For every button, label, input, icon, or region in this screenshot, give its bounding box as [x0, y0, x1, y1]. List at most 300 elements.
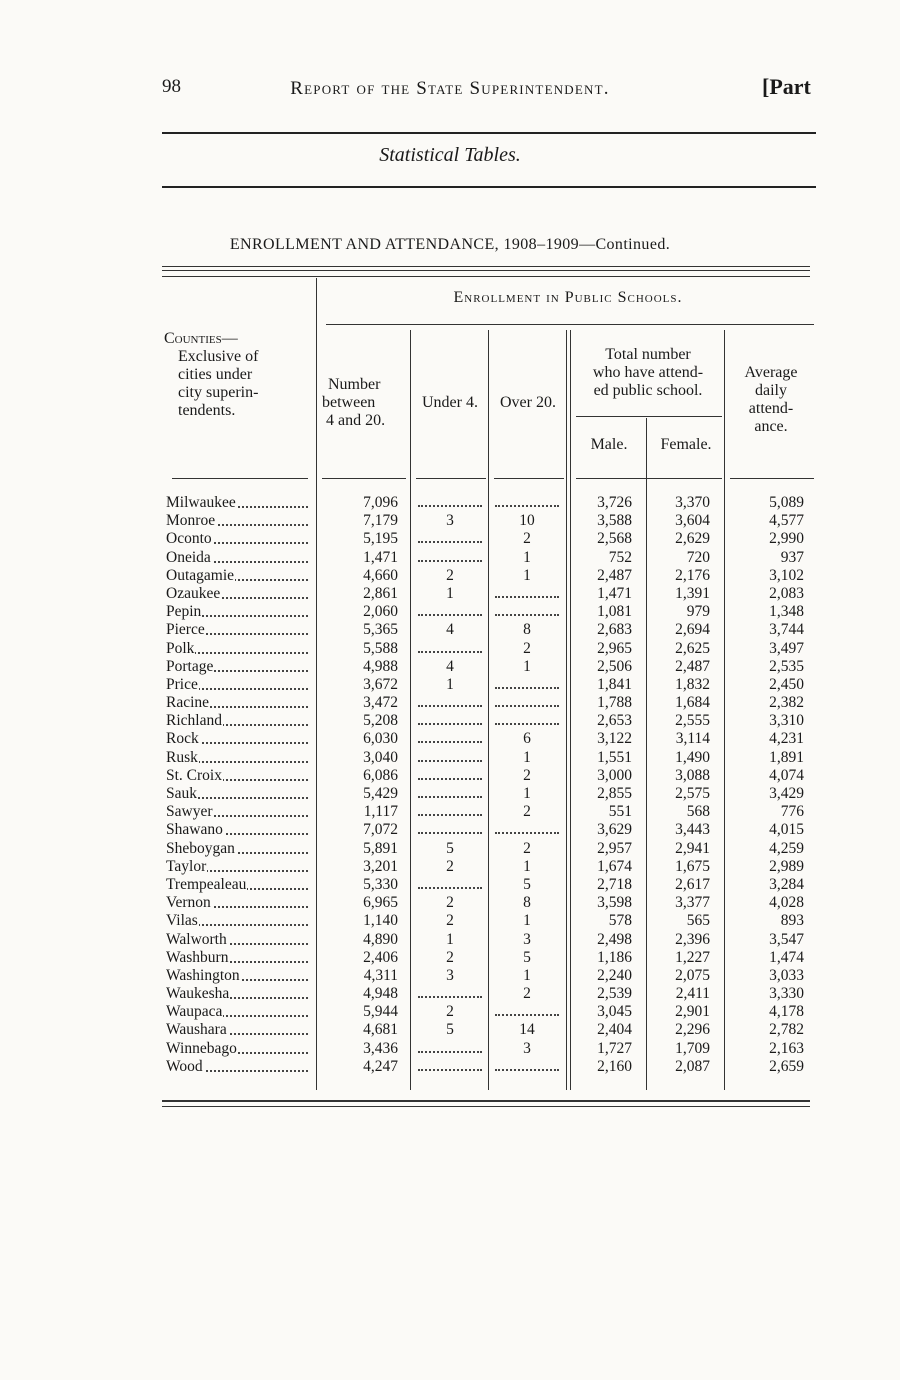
male-cell: 2,653 — [597, 712, 632, 730]
male-cell: 1,674 — [597, 857, 632, 875]
under4-cell: 2 — [446, 948, 454, 966]
table-row — [0, 912, 900, 930]
under4-cell: 5 — [446, 1021, 454, 1039]
under4-cell: 2 — [446, 566, 454, 584]
under4-cell: 1 — [446, 930, 454, 948]
average-header-line: attend- — [748, 400, 794, 417]
county-cell — [166, 694, 308, 712]
county-cell — [166, 730, 308, 748]
under4-cell — [414, 530, 486, 548]
attended-header-line: Total number — [605, 346, 691, 363]
average-cell: 3,744 — [769, 621, 804, 639]
over20-cell — [490, 1003, 564, 1021]
total-header-line: between — [322, 394, 376, 411]
under4-cell: 2 — [446, 1003, 454, 1021]
female-cell: 2,487 — [675, 657, 710, 675]
table-bottom-rule-2 — [162, 1106, 810, 1107]
empty-dots — [418, 550, 482, 562]
average-cell: 4,259 — [769, 839, 804, 857]
female-header: Female. — [660, 436, 712, 453]
average-cell: 2,782 — [769, 1021, 804, 1039]
average-cell: 2,083 — [769, 584, 804, 602]
table-row — [0, 894, 900, 912]
table-row — [0, 640, 900, 658]
county-cell — [166, 640, 308, 658]
under4-cell: 1 — [446, 584, 454, 602]
male-cell: 578 — [608, 912, 632, 930]
under4-cell: 5 — [446, 839, 454, 857]
empty-dots — [495, 1004, 559, 1016]
subtitle-rule — [162, 186, 816, 188]
table-row — [0, 876, 900, 894]
empty-dots — [418, 822, 482, 834]
table-row — [0, 967, 900, 985]
average-cell: 2,989 — [769, 857, 804, 875]
total-cell: 4,311 — [363, 966, 398, 984]
county-name: Washburn — [166, 948, 229, 966]
county-cell — [166, 985, 308, 1003]
over20-cell: 1 — [523, 548, 531, 566]
attended-header-line: who have attend- — [592, 364, 704, 381]
male-cell: 2,718 — [597, 875, 632, 893]
male-cell: 2,568 — [597, 530, 632, 548]
average-cell: 4,015 — [769, 821, 804, 839]
header-bottom-rule-5 — [576, 478, 722, 479]
empty-dots — [495, 586, 559, 598]
female-cell: 2,296 — [675, 1021, 710, 1039]
over20-cell: 2 — [523, 803, 531, 821]
over20-cell: 2 — [523, 839, 531, 857]
group-header-rule — [326, 324, 814, 325]
male-cell: 2,506 — [597, 657, 632, 675]
empty-dots — [495, 822, 559, 834]
over20-cell: 2 — [523, 766, 531, 784]
over20-cell: 2 — [523, 985, 531, 1003]
total-cell: 5,429 — [363, 785, 398, 802]
county-name: Winnebago — [166, 1039, 237, 1057]
male-cell: 1,841 — [597, 675, 632, 693]
female-cell: 2,694 — [675, 621, 710, 639]
female-cell: 568 — [686, 803, 710, 821]
county-cell — [166, 840, 308, 858]
under4-cell — [414, 785, 486, 803]
county-cell — [166, 912, 308, 930]
male-cell: 1,788 — [597, 694, 632, 712]
under4-cell: 2 — [446, 894, 454, 912]
empty-dots — [418, 986, 482, 998]
table-row — [0, 621, 900, 639]
female-cell: 1,684 — [675, 694, 710, 712]
table-row — [0, 821, 900, 839]
county-name: Trempealeau — [166, 875, 247, 893]
county-cell — [166, 931, 308, 949]
over20-cell: 1 — [523, 966, 531, 984]
male-cell: 2,539 — [597, 985, 632, 1003]
county-cell — [166, 821, 308, 839]
total-cell: 6,965 — [363, 894, 398, 912]
empty-dots — [418, 495, 482, 507]
county-name: Ozaukee — [166, 584, 221, 602]
county-name: Vilas — [166, 912, 198, 930]
male-cell: 2,965 — [597, 639, 632, 657]
empty-dots — [418, 531, 482, 543]
male-header: Male. — [590, 436, 628, 453]
empty-dots — [418, 768, 482, 780]
female-cell: 2,941 — [675, 839, 710, 857]
male-cell: 1,471 — [597, 584, 632, 602]
total-cell: 4,890 — [363, 930, 398, 948]
female-cell: 1,709 — [675, 1039, 710, 1057]
male-cell: 3,598 — [597, 894, 632, 912]
total-cell: 5,195 — [363, 530, 398, 548]
average-cell: 893 — [780, 912, 804, 930]
average-cell: 4,231 — [769, 730, 804, 748]
male-cell: 3,122 — [597, 730, 632, 748]
total-cell: 7,096 — [363, 494, 398, 511]
average-header — [726, 364, 816, 436]
female-cell: 1,490 — [675, 748, 710, 766]
total-cell: 5,944 — [363, 1003, 398, 1021]
table-row — [0, 949, 900, 967]
female-cell: 2,411 — [675, 985, 710, 1003]
table-row — [0, 858, 900, 876]
average-cell: 1,474 — [769, 948, 804, 966]
group-header: Enrollment in Public Schools. — [453, 289, 683, 306]
counties-header-line: city superin- — [178, 384, 259, 401]
under4-cell: 2 — [446, 912, 454, 930]
male-cell: 1,551 — [597, 748, 632, 766]
attended-header — [572, 346, 724, 400]
table-row — [0, 931, 900, 949]
male-cell: 2,404 — [597, 1021, 632, 1039]
female-cell: 3,370 — [675, 494, 710, 511]
over20-cell: 5 — [523, 948, 531, 966]
county-name: Richland — [166, 712, 222, 730]
under4-cell — [414, 640, 486, 658]
female-cell: 720 — [686, 548, 710, 566]
header-bottom-rule-6 — [730, 478, 814, 479]
table-row — [0, 1040, 900, 1058]
county-cell — [166, 1040, 308, 1058]
female-cell: 1,832 — [675, 675, 710, 693]
female-cell: 2,176 — [675, 566, 710, 584]
average-cell: 3,547 — [769, 930, 804, 948]
female-cell: 1,675 — [675, 857, 710, 875]
county-name: Taylor — [166, 857, 207, 875]
county-cell — [166, 876, 308, 894]
table-row — [0, 567, 900, 585]
table-row — [0, 1003, 900, 1021]
under4-cell — [414, 730, 486, 748]
county-cell — [166, 1058, 308, 1076]
over20-header: Over 20. — [500, 394, 556, 411]
counties-header-line: cities under — [178, 366, 253, 383]
average-cell: 3,330 — [769, 985, 804, 1003]
over20-cell: 1 — [523, 912, 531, 930]
county-name: Shawano — [166, 821, 223, 839]
county-cell — [166, 512, 308, 530]
male-cell: 3,045 — [597, 1003, 632, 1021]
empty-dots — [495, 604, 559, 616]
total-cell: 5,208 — [363, 712, 398, 730]
county-name: Monroe — [166, 512, 216, 530]
county-cell — [166, 785, 308, 803]
county-name: Sawyer — [166, 803, 213, 821]
average-cell: 937 — [780, 548, 804, 566]
under4-cell — [414, 712, 486, 730]
male-cell: 3,588 — [597, 512, 632, 530]
under4-cell — [414, 803, 486, 821]
female-cell: 2,617 — [675, 875, 710, 893]
total-cell: 3,472 — [363, 694, 398, 712]
female-cell: 2,901 — [675, 1003, 710, 1021]
attended-header-line: ed public school. — [593, 382, 703, 399]
under4-cell — [414, 1058, 486, 1076]
table-top-rule-3 — [162, 276, 810, 277]
empty-dots — [495, 695, 559, 707]
table-row — [0, 785, 900, 803]
female-cell: 3,114 — [675, 730, 710, 748]
over20-cell — [490, 821, 564, 839]
male-cell: 2,160 — [597, 1057, 632, 1075]
county-cell — [166, 894, 308, 912]
female-cell: 2,625 — [675, 639, 710, 657]
county-cell — [166, 676, 308, 694]
over20-cell — [490, 1058, 564, 1076]
county-cell — [166, 658, 308, 676]
under4-cell — [414, 767, 486, 785]
total-cell: 2,060 — [363, 603, 398, 621]
total-cell: 6,030 — [363, 730, 398, 748]
header-bottom-rule-1 — [172, 478, 308, 479]
county-name: Price — [166, 675, 198, 693]
over20-cell — [490, 585, 564, 603]
male-cell: 3,629 — [597, 821, 632, 839]
average-cell: 2,659 — [769, 1057, 804, 1075]
total-cell: 5,330 — [363, 875, 398, 893]
empty-dots — [495, 495, 559, 507]
male-cell: 2,487 — [597, 566, 632, 584]
total-header-line: Number — [328, 376, 381, 393]
empty-dots — [418, 604, 482, 616]
over20-cell: 2 — [523, 639, 531, 657]
over20-cell: 3 — [523, 1039, 531, 1057]
female-cell: 2,555 — [675, 712, 710, 730]
over20-cell: 14 — [519, 1021, 535, 1039]
table-row — [0, 658, 900, 676]
county-name: Sauk — [166, 785, 197, 802]
total-cell: 1,140 — [363, 912, 398, 930]
header-rule — [162, 132, 816, 134]
under4-cell: 2 — [446, 857, 454, 875]
over20-cell — [490, 694, 564, 712]
county-name: Waushara — [166, 1021, 227, 1039]
county-name: Sheboygan — [166, 839, 235, 857]
table-row — [0, 803, 900, 821]
average-cell: 3,429 — [769, 785, 804, 802]
under4-cell — [414, 549, 486, 567]
female-cell: 3,377 — [675, 894, 710, 912]
table-title: ENROLLMENT AND ATTENDANCE, 1908–1909—Continued. — [229, 236, 671, 253]
empty-dots — [495, 1059, 559, 1071]
county-cell — [166, 749, 308, 767]
average-cell: 4,074 — [769, 766, 804, 784]
male-cell: 1,727 — [597, 1039, 632, 1057]
female-cell: 2,396 — [675, 930, 710, 948]
under4-cell — [414, 603, 486, 621]
under4-cell: 1 — [446, 675, 454, 693]
county-cell — [166, 585, 308, 603]
empty-dots — [418, 750, 482, 762]
total-cell: 3,201 — [363, 857, 398, 875]
table-row — [0, 694, 900, 712]
empty-dots — [418, 786, 482, 798]
counties-header — [164, 330, 314, 420]
table-row — [0, 712, 900, 730]
county-name: Oconto — [166, 530, 212, 548]
average-header-line: daily — [755, 382, 787, 399]
male-cell: 2,498 — [597, 930, 632, 948]
county-cell — [166, 967, 308, 985]
empty-dots — [418, 877, 482, 889]
total-cell: 1,471 — [363, 548, 398, 566]
male-cell: 2,957 — [597, 839, 632, 857]
average-cell: 3,497 — [769, 639, 804, 657]
table-row — [0, 985, 900, 1003]
over20-cell: 1 — [523, 566, 531, 584]
average-header-line: ance. — [754, 418, 788, 435]
female-cell: 3,604 — [675, 512, 710, 530]
under4-cell — [414, 985, 486, 1003]
table-row — [0, 840, 900, 858]
county-name: Waupaca — [166, 1003, 223, 1021]
table-row — [0, 749, 900, 767]
over20-cell: 3 — [523, 930, 531, 948]
counties-header-line: Counties— — [164, 330, 238, 347]
over20-cell: 8 — [523, 621, 531, 639]
total-cell: 4,247 — [363, 1057, 398, 1075]
county-cell — [166, 1021, 308, 1039]
female-cell: 565 — [686, 912, 710, 930]
under4-cell: 4 — [446, 657, 454, 675]
over20-cell: 8 — [523, 894, 531, 912]
average-cell: 4,028 — [769, 894, 804, 912]
table-row — [0, 676, 900, 694]
total-cell: 4,948 — [363, 985, 398, 1003]
attended-sub-rule — [576, 416, 722, 417]
average-cell: 776 — [780, 803, 804, 821]
total-cell: 1,117 — [363, 803, 398, 821]
under4-cell: 3 — [446, 966, 454, 984]
county-cell — [166, 949, 308, 967]
county-cell — [166, 603, 308, 621]
total-cell: 7,179 — [363, 512, 398, 530]
county-cell — [166, 767, 308, 785]
header-bottom-rule-3 — [416, 478, 486, 479]
under4-cell — [414, 876, 486, 894]
under4-cell: 3 — [446, 512, 454, 530]
empty-dots — [418, 641, 482, 653]
over20-cell: 1 — [523, 657, 531, 675]
section-subtitle: Statistical Tables. — [379, 144, 521, 166]
average-cell: 1,348 — [769, 603, 804, 621]
female-cell: 1,391 — [675, 584, 710, 602]
empty-dots — [418, 695, 482, 707]
county-name: Racine — [166, 694, 210, 712]
county-name: Rock — [166, 730, 199, 748]
table-top-rule-2 — [162, 270, 810, 271]
total-cell: 5,891 — [363, 839, 398, 857]
total-cell: 2,406 — [363, 948, 398, 966]
average-cell: 2,990 — [769, 530, 804, 548]
male-cell: 3,726 — [597, 494, 632, 511]
part-label: [Part — [762, 74, 811, 99]
header-bottom-rule-2 — [322, 478, 406, 479]
county-name: Walworth — [166, 930, 227, 948]
total-cell: 6,086 — [363, 766, 398, 784]
average-cell: 3,284 — [769, 875, 804, 893]
table-row — [0, 530, 900, 548]
empty-dots — [495, 677, 559, 689]
female-cell: 2,075 — [675, 966, 710, 984]
average-header-line: Average — [744, 364, 798, 381]
table-row — [0, 1021, 900, 1039]
county-name: Washington — [166, 966, 240, 984]
male-cell: 752 — [608, 548, 632, 566]
county-name: Waukesha — [166, 985, 230, 1003]
county-name: Wood — [166, 1057, 203, 1075]
under4-cell — [414, 1040, 486, 1058]
under4-cell — [414, 694, 486, 712]
empty-dots — [495, 713, 559, 725]
county-cell — [166, 494, 308, 512]
table-row — [0, 767, 900, 785]
county-name: Milwaukee — [166, 494, 236, 511]
average-cell: 2,535 — [769, 657, 804, 675]
total-header-line: 4 and 20. — [326, 412, 386, 429]
county-cell — [166, 567, 308, 585]
total-cell: 3,672 — [363, 675, 398, 693]
county-cell — [166, 803, 308, 821]
empty-dots — [418, 1059, 482, 1071]
over20-cell — [490, 676, 564, 694]
county-name: Portage — [166, 657, 214, 675]
table-row — [0, 730, 900, 748]
county-name: Outagamie — [166, 566, 235, 584]
header-bottom-rule-4 — [494, 478, 564, 479]
total-cell: 4,660 — [363, 566, 398, 584]
average-cell: 5,089 — [769, 494, 804, 511]
county-cell — [166, 530, 308, 548]
table-row — [0, 494, 900, 512]
county-name: Pepin — [166, 603, 202, 621]
table-top-rule — [162, 266, 810, 267]
male-cell: 2,855 — [597, 785, 632, 802]
table-row — [0, 512, 900, 530]
under4-cell — [414, 494, 486, 512]
over20-cell — [490, 494, 564, 512]
table-bottom-rule — [162, 1100, 810, 1102]
male-cell: 2,683 — [597, 621, 632, 639]
over20-cell: 5 — [523, 875, 531, 893]
average-cell: 1,891 — [769, 748, 804, 766]
total-cell: 5,365 — [363, 621, 398, 639]
female-cell: 2,629 — [675, 530, 710, 548]
average-cell: 3,102 — [769, 566, 804, 584]
running-title: Report of the State Superintendent. — [290, 78, 610, 99]
total-cell: 4,988 — [363, 657, 398, 675]
over20-cell — [490, 712, 564, 730]
